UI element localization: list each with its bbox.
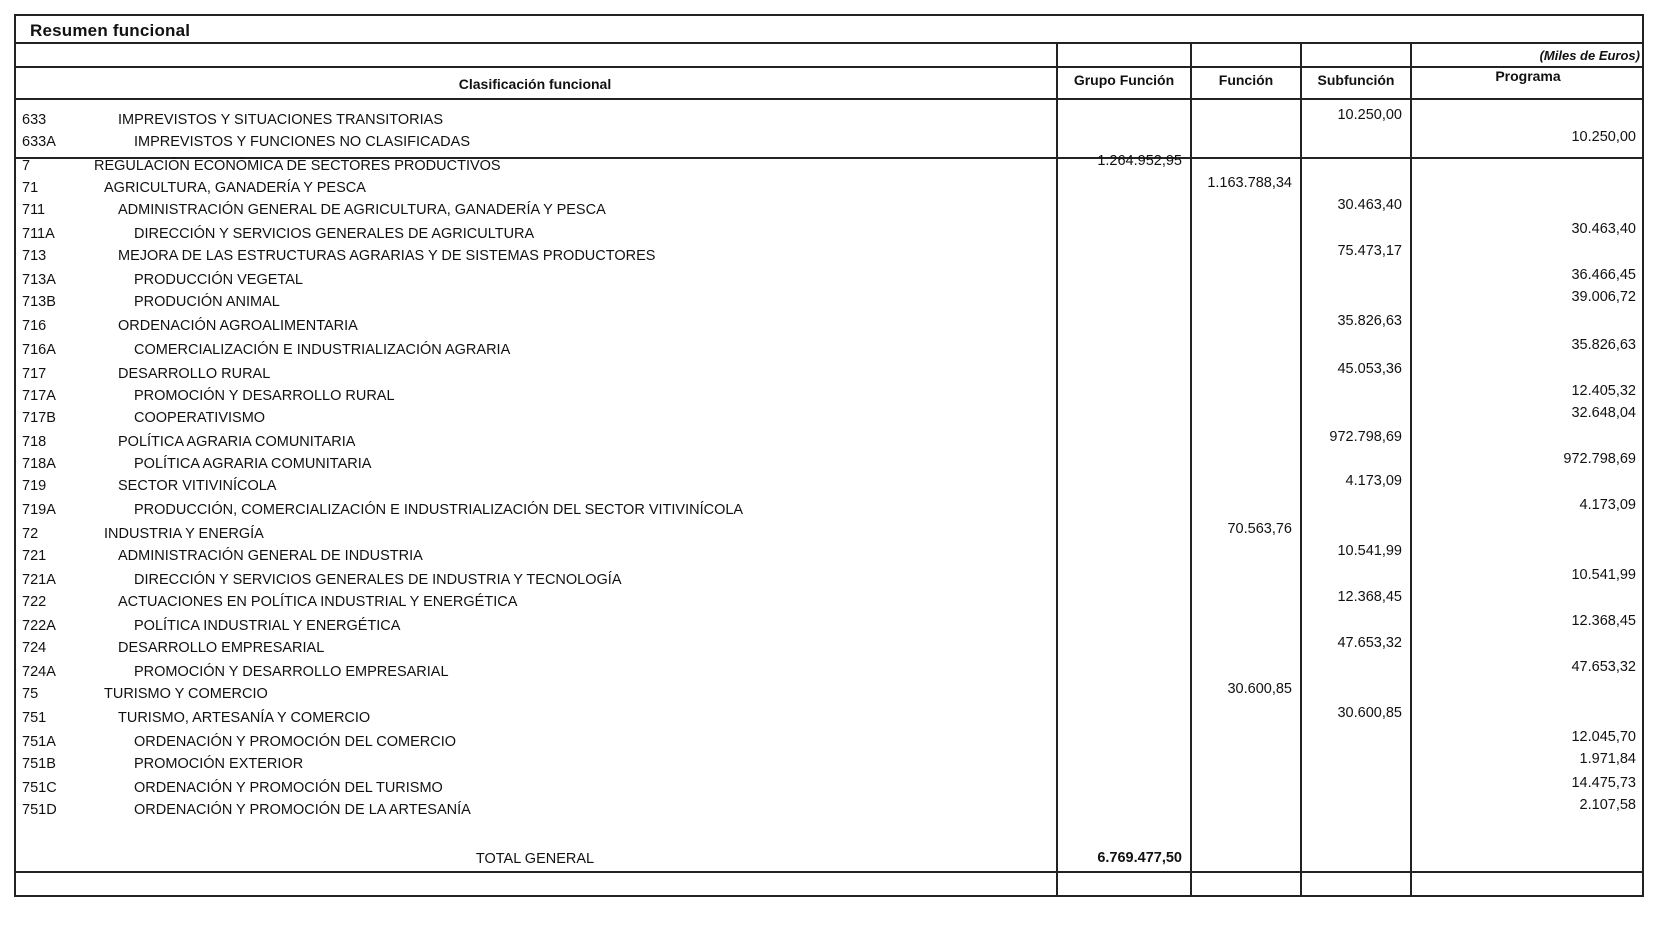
row-code: 713A (22, 272, 56, 288)
row-programa-value: 972.798,69 (1563, 451, 1636, 467)
row-code: 717 (22, 366, 47, 382)
row-programa-value: 35.826,63 (1571, 337, 1636, 353)
row-code: 721A (22, 572, 56, 588)
row-code: 751 (22, 710, 47, 726)
header-divider (14, 66, 1644, 68)
row-programa-value: 30.463,40 (1571, 221, 1636, 237)
table-row (14, 267, 1644, 293)
table-row (14, 337, 1644, 363)
table-row (14, 153, 1644, 179)
row-name: TURISMO Y COMERCIO (104, 686, 268, 702)
row-subfuncion-value: 47.653,32 (1337, 635, 1402, 651)
row-name: POLÍTICA AGRARIA COMUNITARIA (134, 456, 372, 472)
row-funcion-value: 1.163.788,34 (1207, 175, 1292, 191)
row-programa-value: 47.653,32 (1571, 659, 1636, 675)
row-code: 722 (22, 594, 47, 610)
row-name: IMPREVISTOS Y FUNCIONES NO CLASIFICADAS (134, 134, 470, 150)
row-name: PRODUCIÓN ANIMAL (134, 294, 280, 310)
total-label: TOTAL GENERAL (475, 851, 595, 867)
row-name: COOPERATIVISMO (134, 410, 266, 426)
table-row (14, 313, 1644, 339)
row-programa-value: 12.405,32 (1571, 383, 1636, 399)
row-code: 751B (22, 756, 56, 772)
row-programa-value: 10.541,99 (1571, 567, 1636, 583)
row-subfuncion-value: 35.826,63 (1337, 313, 1402, 329)
row-code: 717A (22, 388, 56, 404)
row-code: 711 (22, 202, 46, 218)
row-programa-value: 32.648,04 (1571, 405, 1636, 421)
row-subfuncion-value: 12.368,45 (1337, 589, 1402, 605)
row-name: ORDENACIÓN Y PROMOCIÓN DEL COMERCIO (134, 734, 456, 750)
table-row (14, 383, 1644, 409)
row-name: POLÍTICA AGRARIA COMUNITARIA (118, 434, 356, 450)
row-name: ADMINISTRACIÓN GENERAL DE AGRICULTURA, GANADERÍA Y PESCA (118, 202, 606, 218)
row-code: 7 (22, 158, 31, 174)
row-code: 72 (22, 526, 39, 542)
table-row (14, 129, 1644, 155)
row-name: MEJORA DE LAS ESTRUCTURAS AGRARIAS Y DE SISTEMAS PRODUCTORES (118, 248, 656, 264)
row-subfuncion-value: 10.541,99 (1337, 543, 1402, 559)
row-grupo-value: 1.264.952,95 (1097, 153, 1182, 169)
row-subfuncion-value: 75.473,17 (1337, 243, 1402, 259)
table-row (14, 659, 1644, 685)
row-code: 713 (22, 248, 47, 264)
total-grupo-value: 6.769.477,50 (1097, 850, 1182, 866)
header-grupo: Grupo Función (1073, 72, 1175, 88)
table-row (14, 473, 1644, 499)
table-row (14, 107, 1644, 133)
row-code: 711A (22, 226, 55, 242)
table-row (14, 729, 1644, 755)
row-programa-value: 2.107,58 (1579, 797, 1636, 813)
total-row (14, 849, 1644, 872)
row-subfuncion-value: 4.173,09 (1345, 473, 1402, 489)
table-row (14, 635, 1644, 661)
row-programa-value: 12.045,70 (1571, 729, 1636, 745)
row-code: 717B (22, 410, 56, 426)
row-code: 75 (22, 686, 39, 702)
row-code: 718 (22, 434, 47, 450)
table-row (14, 405, 1644, 431)
row-funcion-value: 30.600,85 (1227, 681, 1292, 697)
row-code: 713B (22, 294, 56, 310)
page-title: Resumen funcional (30, 21, 191, 40)
table-row (14, 797, 1644, 823)
header-programa: Programa (1495, 68, 1561, 84)
row-subfuncion-value: 30.600,85 (1337, 705, 1402, 721)
row-name: PRODUCCIÓN VEGETAL (134, 272, 303, 288)
table-row (14, 497, 1644, 523)
header-clasificacion: Clasificación funcional (458, 76, 612, 92)
row-programa-value: 1.971,84 (1579, 751, 1636, 767)
row-code: 718A (22, 456, 56, 472)
row-code: 633A (22, 134, 56, 150)
row-name: REGULACIÓN ECONÓMICA DE SECTORES PRODUCTIVOS (94, 158, 501, 174)
row-subfuncion-value: 45.053,36 (1337, 361, 1402, 377)
row-programa-value: 14.475,73 (1571, 775, 1636, 791)
table-row (14, 361, 1644, 387)
row-code: 71 (22, 180, 39, 196)
row-programa-value: 10.250,00 (1571, 129, 1636, 145)
row-name: DESARROLLO RURAL (118, 366, 271, 382)
row-name: PRODUCCIÓN, COMERCIALIZACIÓN E INDUSTRIALIZACIÓN DEL SECTOR VITIVINÍCOLA (134, 502, 744, 518)
row-name: TURISMO, ARTESANÍA Y COMERCIO (118, 710, 371, 726)
row-name: ORDENACIÓN AGROALIMENTARIA (118, 318, 358, 334)
row-code: 719A (22, 502, 56, 518)
header-subfuncion: Subfunción (1317, 72, 1395, 88)
row-name: AGRICULTURA, GANADERÍA Y PESCA (104, 180, 366, 196)
functional-summary-sheet (14, 14, 1648, 909)
row-programa-value: 12.368,45 (1571, 613, 1636, 629)
title-bar (14, 14, 1644, 44)
row-code: 716 (22, 318, 47, 334)
row-code: 751A (22, 734, 56, 750)
row-name: PROMOCIÓN EXTERIOR (134, 756, 304, 772)
units-label: (Miles de Euros) (1539, 48, 1640, 63)
row-name: DIRECCIÓN Y SERVICIOS GENERALES DE AGRICULTURA (134, 226, 535, 242)
table-row (14, 543, 1644, 569)
header-divider (14, 98, 1644, 100)
row-programa-value: 4.173,09 (1579, 497, 1636, 513)
row-code: 716A (22, 342, 56, 358)
row-code: 724 (22, 640, 47, 656)
row-code: 751D (22, 802, 57, 818)
row-name: PROMOCIÓN Y DESARROLLO RURAL (134, 388, 395, 404)
row-name: COMERCIALIZACIÓN E INDUSTRIALIZACIÓN AGRARIA (134, 342, 511, 358)
table-row (14, 243, 1644, 269)
row-name: DESARROLLO EMPRESARIAL (118, 640, 325, 656)
row-name: ADMINISTRACIÓN GENERAL DE INDUSTRIA (118, 548, 423, 564)
row-name: POLÍTICA INDUSTRIAL Y ENERGÉTICA (134, 618, 401, 634)
row-subfuncion-value: 10.250,00 (1337, 107, 1402, 123)
table-row (14, 705, 1644, 731)
row-funcion-value: 70.563,76 (1227, 521, 1292, 537)
table-row (14, 197, 1644, 223)
row-name: IMPREVISTOS Y SITUACIONES TRANSITORIAS (118, 112, 443, 128)
row-programa-value: 36.466,45 (1571, 267, 1636, 283)
row-code: 751C (22, 780, 57, 796)
row-code: 724A (22, 664, 56, 680)
row-code: 721 (22, 548, 47, 564)
header-funcion: Función (1218, 72, 1274, 88)
row-name: SECTOR VITIVINÍCOLA (118, 478, 277, 494)
table-row (14, 775, 1644, 801)
table-row (14, 681, 1644, 707)
row-code: 633 (22, 112, 47, 128)
table-row (14, 289, 1644, 315)
row-programa-value: 39.006,72 (1571, 289, 1636, 305)
row-name: PROMOCIÓN Y DESARROLLO EMPRESARIAL (134, 664, 449, 680)
row-name: ACTUACIONES EN POLÍTICA INDUSTRIAL Y ENERGÉTICA (118, 594, 518, 610)
table-row (14, 751, 1644, 777)
table-row (14, 589, 1644, 615)
row-code: 722A (22, 618, 56, 634)
row-name: DIRECCIÓN Y SERVICIOS GENERALES DE INDUSTRIA Y TECNOLOGÍA (134, 572, 622, 588)
row-name: INDUSTRIA Y ENERGÍA (104, 526, 264, 542)
row-subfuncion-value: 972.798,69 (1329, 429, 1402, 445)
row-name: ORDENACIÓN Y PROMOCIÓN DEL TURISMO (134, 780, 443, 796)
row-code: 719 (22, 478, 47, 494)
row-subfuncion-value: 30.463,40 (1337, 197, 1402, 213)
table-row (14, 429, 1644, 455)
row-name: ORDENACIÓN Y PROMOCIÓN DE LA ARTESANÍA (134, 802, 471, 818)
